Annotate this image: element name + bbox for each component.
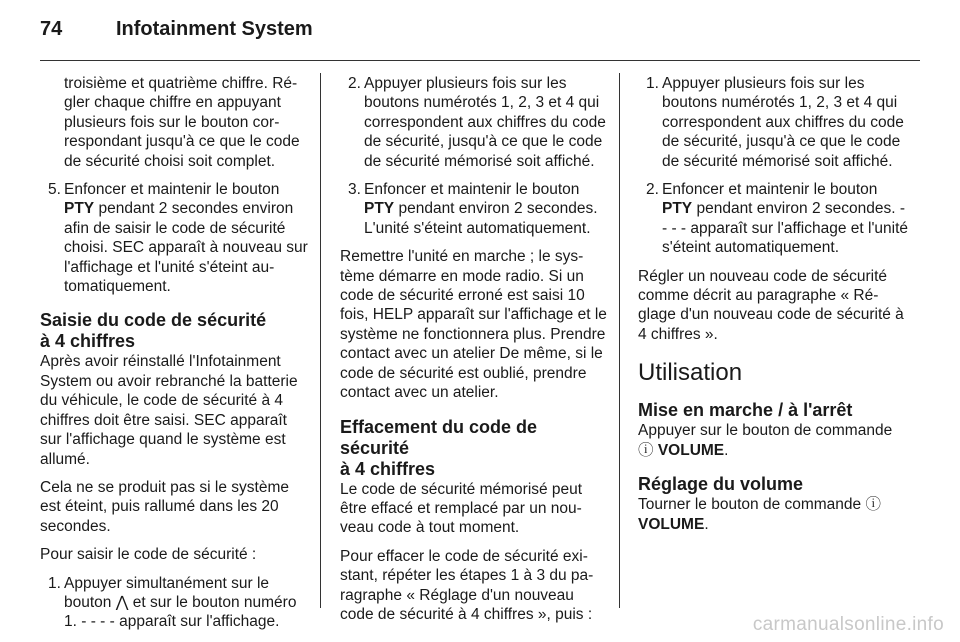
header-divider — [40, 60, 920, 61]
pty-button-label: PTY — [64, 200, 95, 218]
watermark-text: carmanualsonline.info — [752, 614, 944, 635]
section-title-utilisation: Utilisation — [638, 359, 743, 387]
paragraph: Régler un nouveau code de sécurité comme décrit au paragraphe « Réglage d'un nouveau code de sécurité à 4 chiffres ». — [638, 267, 904, 343]
list-item-step-1 — [638, 74, 910, 171]
paragraph: Le code de sécurité mémorisé peut être effacé et remplacé par un nouveau code à tout moment. — [340, 480, 583, 537]
column-divider-2 — [619, 73, 620, 608]
step-text: pendant environ 2 secondes. - - - - apparaît sur l'affichage et l'unité s'éteint automatiquement. — [662, 200, 909, 257]
page-number: 74 — [40, 18, 63, 40]
column-2 — [340, 74, 608, 633]
section-heading-security-code-entry — [40, 310, 308, 352]
list-item-continuation — [40, 74, 308, 171]
text: Appuyer sur le bouton de commande — [638, 422, 893, 440]
heading-line: à 4 chiffres — [40, 331, 136, 352]
step-number: 3. — [348, 181, 361, 199]
subheading-power: Mise en marche / à l'arrêt — [638, 400, 853, 421]
power-knob-icon: ⓘ — [638, 441, 654, 459]
step-text: Appuyer plusieurs fois sur les boutons numérotés 1, 2, 3 et 4 qui correspondent aux chiffres du code de sécurité, jusqu'à ce que le code de sécurité mémorisé soit affiché. — [662, 75, 904, 170]
list-item-step-5 — [40, 180, 308, 296]
heading-line: Effacement du code de sécurité — [340, 416, 538, 458]
step-text: Enfoncer et maintenir le bouton — [662, 181, 878, 199]
step-number: 2. — [348, 75, 361, 92]
text: Tourner le bouton de commande — [638, 496, 866, 514]
volume-label: VOLUME — [657, 441, 725, 459]
paragraph: Remettre l'unité en marche ; le système démarre en mode radio. Si un code de sécurité erroné est saisi 10 fois, HELP apparaît sur l'affichage et le système ne fonctionnera plus. Prendre contact avec un atelier De même, si le code de sécurité est oublié, prendre contact avec un atelier. — [340, 248, 607, 402]
heading-line: Saisie du code de sécurité — [40, 310, 267, 331]
list-item-step-3 — [340, 180, 608, 238]
step-text: Appuyer plusieurs fois sur les boutons numérotés 1, 2, 3 et 4 qui correspondent aux chiffres du code de sécurité, jusqu'à ce que le code de sécurité mémorisé soit affiché. — [364, 75, 606, 170]
text: . — [704, 515, 709, 533]
subheading-volume: Réglage du volume — [638, 474, 804, 495]
step4-continuation-text: troisième et quatrième chiffre. Régler chaque chiffre en appuyant plusieurs fois sur le bouton correspondant jusqu'à ce que le code de sécurité choisi soit complet. — [64, 75, 300, 170]
pty-button-label: PTY — [662, 200, 693, 218]
column-1 — [40, 74, 308, 641]
up-arrow-icon: ⋀ — [115, 593, 129, 611]
paragraph-power — [638, 421, 910, 460]
volume-label: VOLUME — [638, 515, 705, 533]
column-3 — [638, 74, 910, 543]
paragraph: Cela ne se produit pas si le système est éteint, puis rallumé dans les 20 secondes. — [40, 478, 289, 535]
column-divider-1 — [320, 73, 321, 608]
page-title: Infotainment System — [116, 18, 313, 40]
section-heading-erase-code — [340, 417, 608, 480]
step-text: Appuyer simultanément sur le bouton — [64, 574, 270, 611]
paragraph: Après avoir réinstallé l'Infotainment System ou avoir rebranché la batterie du véhicule, le code de sécurité à 4 chiffres doit être saisi. SEC apparaît sur l'affichage quand le système est allumé. — [40, 353, 298, 468]
list-item-step-1 — [40, 574, 308, 632]
step-text: pendant 2 secondes environ afin de saisir le code de sécurité choisi. SEC apparaît à nouveau sur l'affichage et l'unité s'éteint automatiquement. — [64, 200, 308, 296]
step-number: 1. — [646, 75, 659, 92]
paragraph: Pour saisir le code de sécurité : — [40, 546, 257, 564]
list-item-step-2 — [340, 74, 608, 171]
step-number: 5. — [48, 181, 61, 199]
step-number: 1. — [48, 574, 61, 592]
step-text: pendant environ 2 secondes. L'unité s'éteint automatiquement. — [364, 200, 598, 237]
list-item-step-2 — [638, 180, 910, 258]
paragraph: Pour effacer le code de sécurité existant, répéter les étapes 1 à 3 du paragraphe « Réglage d'un nouveau code de sécurité à 4 chiffres », puis : — [340, 547, 594, 623]
power-knob-icon: ⓘ — [865, 496, 881, 514]
text: . — [724, 441, 729, 459]
heading-line: à 4 chiffres — [340, 458, 436, 479]
pty-button-label: PTY — [364, 200, 395, 218]
step-text: et sur le bouton numéro 1. - - - - apparaît sur l'affichage. — [64, 593, 297, 631]
paragraph-volume — [638, 495, 910, 534]
step-text: Enfoncer et maintenir le bouton — [64, 181, 280, 199]
step-text: Enfoncer et maintenir le bouton — [364, 181, 580, 199]
step-number: 2. — [646, 181, 659, 199]
